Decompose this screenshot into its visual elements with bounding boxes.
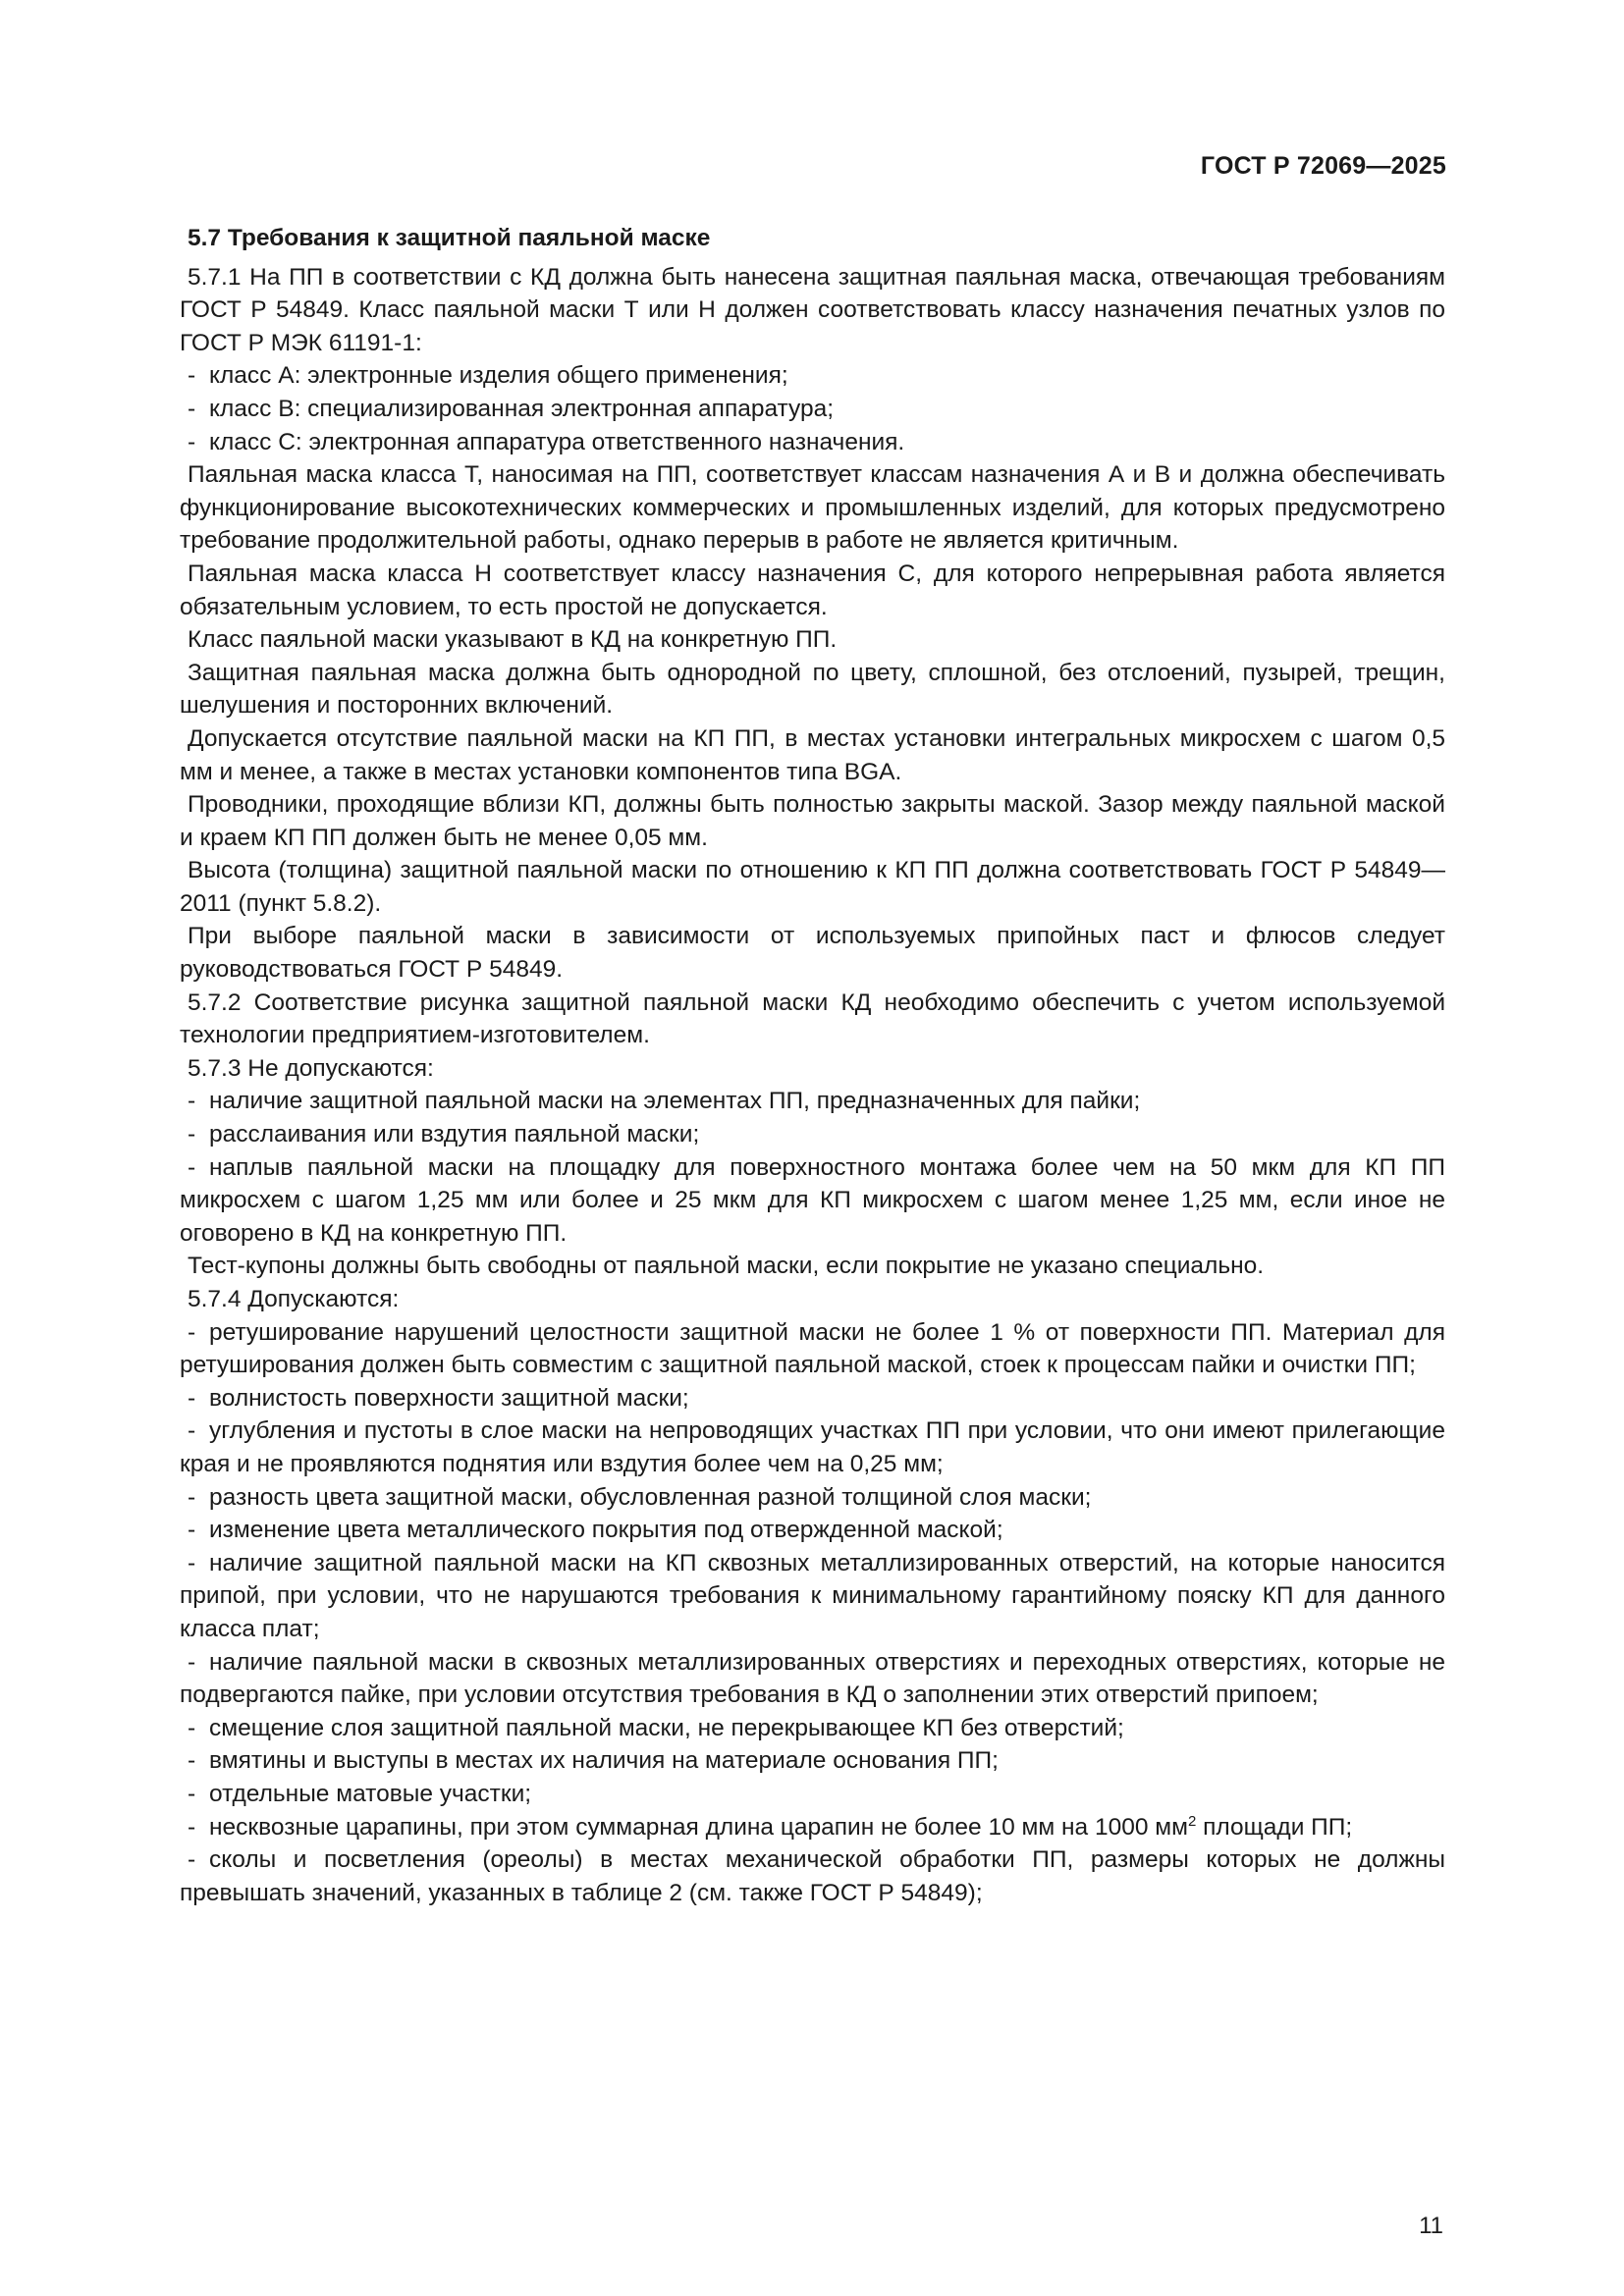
list-dash: - [188, 1153, 196, 1181]
paragraph: При выборе паяльной маски в зависимости от используемых припойных паст и флюсов следует руководствоваться ГОСТ Р 54849. [180, 923, 1445, 984]
list-item [180, 1843, 1445, 1909]
paragraph: Высота (толщина) защитной паяльной маски по отношению к КП ПП должна соответствовать ГОСТ Р 54849—2011 (пункт 5.8.2). [180, 857, 1445, 917]
list-item-text: несквозные царапины, при этом суммарная длина царапин не более 10 мм на 1000 мм [209, 1813, 1188, 1841]
list-dash: - [188, 362, 196, 390]
list-item [180, 1514, 1445, 1547]
paragraph: 5.7.2 Соответствие рисунка защитной паяльной маски КД необходимо обеспечить с учетом используемой технологии предприятием-изготовителем. [180, 988, 1445, 1049]
list-dash: - [188, 1648, 196, 1676]
list-item-text: класс А: электронные изделия общего применения; [209, 362, 788, 390]
list-dash: - [188, 1780, 196, 1807]
list-dash: - [188, 428, 196, 455]
list-item [180, 1481, 1445, 1515]
page-number: 11 [1419, 2213, 1443, 2239]
list-item [180, 1316, 1445, 1382]
list-dash: - [188, 1714, 196, 1741]
list-item [180, 1382, 1445, 1415]
list-item-text: расслаивания или вздутия паяльной маски; [209, 1121, 700, 1148]
list-dash: - [188, 395, 196, 422]
list-item [180, 1646, 1445, 1712]
list-item-text: изменение цвета металлического покрытия под отвержденной маской; [209, 1517, 1003, 1544]
paragraph: Тест-купоны должны быть свободны от паяльной маски, если покрытие не указано специально. [188, 1253, 1265, 1280]
list-item-text: наплыв паяльной маски на площадку для поверхностного монтажа более чем на 50 мкм для КП ПП микросхем с шагом 1,25 мм или более и 25 мкм для КП микросхем с шагом менее 1,25 мм, если иное не оговорено в КД на конкретную ПП. [180, 1153, 1445, 1247]
list-item-text: наличие защитной паяльной маски на элементах ПП, предназначенных для пайки; [209, 1088, 1141, 1115]
list-item-text: наличие паяльной маски в сквозных металлизированных отверстиях и переходных отверстиях, которые не подвергаются пайке, при условии отсутствия требования в КД о заполнении этих отверстий припоем; [180, 1648, 1445, 1709]
list-dash: - [188, 1483, 196, 1511]
list-dash: - [188, 1549, 196, 1576]
paragraph: Допускается отсутствие паяльной маски на КП ПП, в местах установки интегральных микросхем с шагом 0,5 мм и менее, а также в местах установки компонентов типа BGA. [180, 724, 1445, 785]
list-item [180, 393, 1445, 426]
document-body [180, 222, 1445, 1909]
list-item-text: отдельные матовые участки; [209, 1780, 532, 1807]
list-dash: - [188, 1417, 196, 1445]
list-item [180, 426, 1445, 459]
list-item [180, 1744, 1445, 1778]
list-dash: - [188, 1846, 196, 1874]
list-item [180, 359, 1445, 393]
list-item-text: ретуширование нарушений целостности защитной маски не более 1 % от поверхности ПП. Материал для ретуширования должен быть совместим с защитной паяльной маской, стоек к процессам пайки и очистки ПП; [180, 1318, 1445, 1379]
list-item [180, 1811, 1445, 1844]
list-item-text: сколы и посветления (ореолы) в местах механической обработки ПП, размеры которых не должны превышать значений, указанных в таблице 2 (см. также ГОСТ Р 54849); [180, 1846, 1445, 1906]
list-item [180, 1547, 1445, 1646]
list-item-text: разность цвета защитной маски, обусловленная разной толщиной слоя маски; [209, 1483, 1092, 1511]
paragraph: 5.7.1 На ПП в соответствии с КД должна быть нанесена защитная паяльная маска, отвечающая требованиям ГОСТ Р 54849. Класс паяльной маски Т или Н должен соответствовать классу назначения печатных узлов по ГОСТ Р МЭК 61191-1: [180, 263, 1445, 356]
paragraph: Защитная паяльная маска должна быть однородной по цвету, сплошной, без отслоений, пузырей, трещин, шелушения и посторонних включений. [180, 659, 1445, 720]
list-item [180, 1712, 1445, 1745]
list-item-text: углубления и пустоты в слое маски на непроводящих участках ПП при условии, что они имеют прилегающие края и не проявляются поднятия или вздутия более чем на 0,25 мм; [180, 1417, 1445, 1477]
list-dash: - [188, 1813, 196, 1841]
superscript: 2 [1188, 1812, 1197, 1830]
section-heading: 5.7 Требования к защитной паяльной маске [188, 225, 711, 251]
section-content [180, 261, 1445, 1910]
list-item [180, 1778, 1445, 1811]
list-item [180, 1151, 1445, 1251]
list-dash: - [188, 1747, 196, 1775]
paragraph: Паяльная маска класса Н соответствует классу назначения С, для которого непрерывная работа является обязательным условием, то есть простой не допускается. [180, 560, 1445, 620]
list-item-text: наличие защитной паяльной маски на КП сквозных металлизированных отверстий, на которые наносится припой, при условии, что не нарушаются требования к минимальному гарантийному пояску КП для данного класса плат; [180, 1549, 1445, 1642]
paragraph: 5.7.4 Допускаются: [188, 1286, 400, 1312]
list-item-text: класс В: специализированная электронная аппаратура; [209, 395, 835, 422]
list-item [180, 1085, 1445, 1118]
list-dash: - [188, 1318, 196, 1346]
list-dash: - [188, 1384, 196, 1412]
paragraph: Класс паяльной маски указывают в КД на конкретную ПП. [188, 626, 838, 654]
list-dash: - [188, 1121, 196, 1148]
document-id: ГОСТ Р 72069—2025 [1200, 152, 1446, 180]
list-item-text: площади ПП; [1196, 1813, 1353, 1841]
list-item [180, 1118, 1445, 1151]
list-item-text: волнистость поверхности защитной маски; [209, 1384, 689, 1412]
paragraph: Проводники, проходящие вблизи КП, должны быть полностью закрыты маской. Зазор между паяльной маской и краем КП ПП должен быть не менее 0,05 мм. [180, 791, 1445, 851]
list-dash: - [188, 1517, 196, 1544]
paragraph: Паяльная маска класса Т, наносимая на ПП, соответствует классам назначения А и В и должна обеспечивать функционирование высокотехнических коммерческих и промышленных изделий, для которых предусмотрено требование продолжительной работы, однако перерыв в работе не является критичным. [180, 461, 1445, 555]
list-item [180, 1415, 1445, 1480]
paragraph: 5.7.3 Не допускаются: [188, 1054, 434, 1082]
list-item-text: вмятины и выступы в местах их наличия на материале основания ПП; [209, 1747, 999, 1775]
list-item-text: смещение слоя защитной паяльной маски, не перекрывающее КП без отверстий; [209, 1714, 1124, 1741]
list-dash: - [188, 1088, 196, 1115]
list-item-text: класс С: электронная аппаратура ответственного назначения. [209, 428, 905, 455]
